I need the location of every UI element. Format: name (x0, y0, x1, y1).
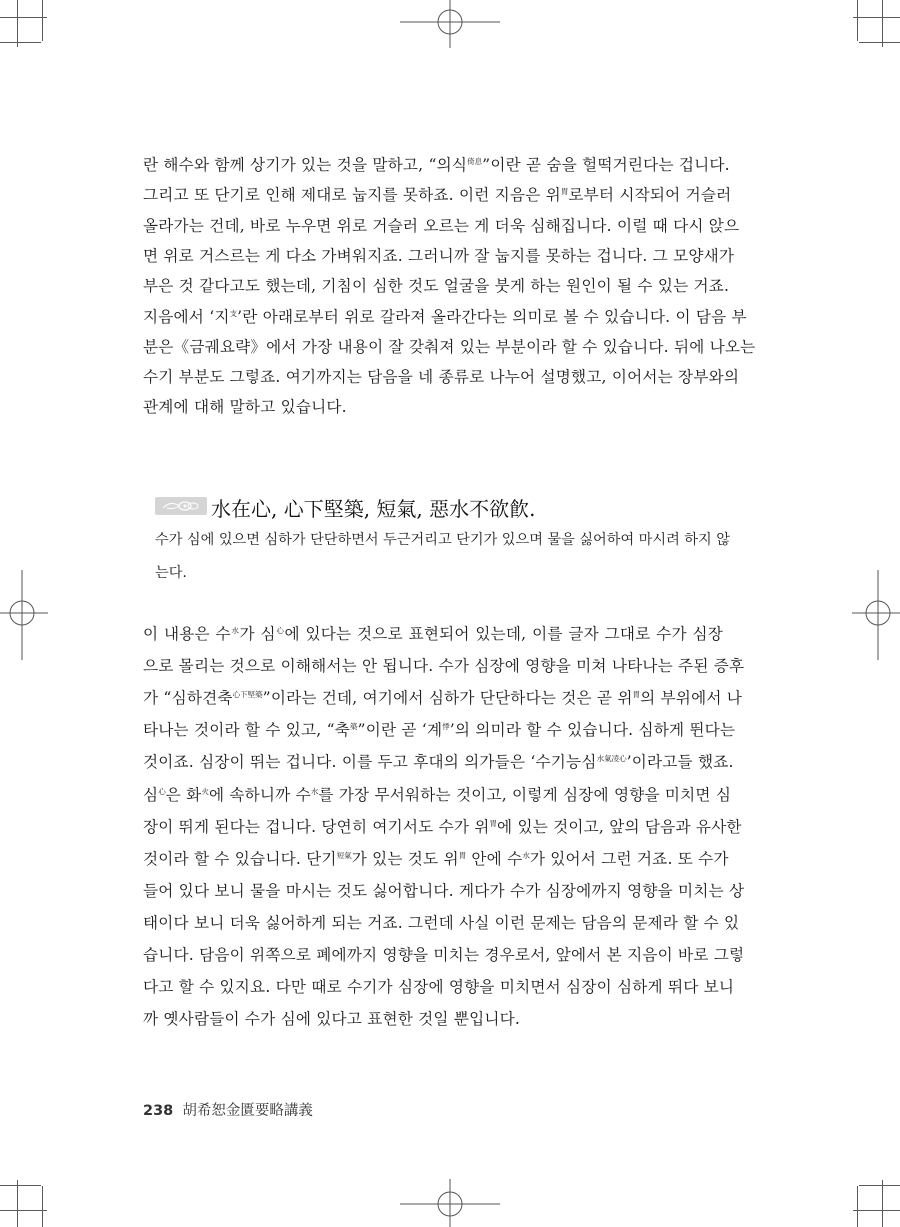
text-segment: 태이다 보니 더욱 싫어하게 되는 거죠. 그런데 사실 이런 문제는 담음의 문제라 할 수 있 (143, 913, 740, 932)
text-line (143, 750, 734, 772)
text-line (143, 395, 347, 417)
hanja-gloss: 胃 (489, 818, 498, 828)
text-segment: ’이라고들 했죠. (626, 753, 734, 772)
text-segment: 들어 있다 보니 물을 마시는 것도 싫어합니다. 게다가 수가 심장에까지 영향을 미치는 상 (143, 881, 745, 900)
text-line (143, 783, 732, 805)
hanja-gloss: 短氣 (336, 850, 352, 860)
text-line (143, 879, 745, 901)
hanja-gloss: 水 (522, 850, 530, 860)
text-segment: 에 속하니까 수 (208, 785, 311, 804)
text-line (143, 975, 735, 997)
text-segment: ’란 아래로부터 위로 갈라져 올라간다는 의미로 볼 수 있습니다. 이 담음 부 (237, 307, 747, 326)
crop-mark (853, 1210, 900, 1211)
text-line (143, 335, 756, 357)
text-segment: 장이 뛰게 된다는 겁니다. 당연히 여기서도 수가 위 (143, 817, 490, 836)
hanja-gloss: 火 (201, 786, 209, 796)
text-line (143, 1007, 520, 1029)
text-segment: 관계에 대해 말하고 있습니다. (143, 398, 347, 417)
crop-mark (882, 0, 883, 47)
hanja-gloss: 心 (275, 626, 285, 635)
book-title: 胡希恕金匱要略講義 (182, 1103, 313, 1119)
text-segment: 수기 부분도 그렇죠. 여기까지는 담음을 네 종류로 나누어 설명했고, 이어서는 장부와의 (143, 368, 740, 387)
text-line (143, 365, 740, 387)
hanja-gloss: 水 (310, 786, 319, 796)
text-segment: 심 (143, 785, 159, 804)
hanja-gloss: 水氣凌心 (596, 754, 627, 764)
text-segment: ”이란 곧 숨을 헐떡거린다는 겁니다. (482, 156, 730, 174)
crop-mark (853, 17, 900, 18)
hanja-gloss: 心下堅築 (232, 690, 263, 700)
page-number: 238 (143, 1103, 174, 1119)
crop-mark (0, 1185, 41, 1186)
crop-mark (859, 42, 900, 43)
text-segment: 으로 몰리는 것으로 이해해서는 안 됩니다. 수가 심장에 영향을 미쳐 나타나는 주된 증후 (143, 657, 745, 676)
text-segment: 안에 수 (466, 849, 523, 868)
text-line (143, 622, 723, 644)
text-segment: 이 내용은 수 (143, 625, 231, 643)
crop-mark (857, 0, 858, 41)
text-segment: 타나는 것이라 할 수 있고, “축 (143, 721, 351, 740)
text-segment: 습니다. 담음이 위쪽으로 폐에까지 영향을 미치는 경우로서, 앞에서 본 지음이 바로 그렇 (143, 946, 745, 964)
quote-header (155, 493, 755, 519)
flower-ornament-icon (157, 498, 205, 514)
registration-mark-bottom (400, 1177, 500, 1227)
text-segment: 란 해수와 함께 상기가 있는 것을 말하고, “의식 (143, 156, 468, 174)
hanja-gloss: 倚息 (467, 157, 483, 166)
text-segment: 것이라 할 수 있습니다. 단기 (143, 849, 337, 868)
registration-mark-top (400, 0, 500, 50)
text-segment: 다고 할 수 있지요. 다만 때로 수기가 심장에 영향을 미치면서 심장이 심하게 뛰다 보니 (143, 978, 735, 997)
text-segment: 에 있는 것이고, 앞의 담음과 유사한 (497, 817, 742, 836)
crop-mark (17, 1180, 18, 1227)
quote-translation-line: 는다. (155, 565, 187, 581)
hanja-gloss: 悸 (442, 722, 450, 732)
text-line (143, 718, 736, 740)
crop-mark (0, 42, 41, 43)
text-segment: ’의 의미라 할 수 있습니다. 심하게 뛴다는 (449, 721, 736, 740)
quote-translation-line: 수가 심에 있으면 심하가 단단하면서 두근거리고 단기가 있으며 물을 싫어하여 마시려 하지 않 (155, 532, 730, 548)
text-line (143, 911, 740, 933)
text-line (143, 183, 732, 205)
text-segment: 가 있는 것도 위 (351, 849, 459, 868)
registration-mark-right (852, 570, 900, 660)
text-line (143, 815, 742, 837)
text-line (143, 214, 740, 236)
text-segment: 의 부위에서 나 (640, 689, 743, 708)
crop-mark (0, 1210, 47, 1211)
page-footer (143, 1099, 313, 1120)
crop-mark (42, 1186, 43, 1227)
text-segment: 은 화 (165, 785, 202, 804)
crop-mark (859, 1185, 900, 1186)
quote-hanja: 水在心, 心下堅築, 短氣, 惡水不欲飮. (211, 497, 536, 521)
quote-badge (155, 497, 207, 515)
text-segment: 에 있다는 것으로 표현되어 있는데, 이를 글자 그대로 수가 심장 (284, 625, 723, 643)
text-segment: 올라가는 건데, 바로 누우면 위로 거슬러 오르는 게 더욱 심해집니다. 이럴 때 다시 앉으 (143, 216, 740, 235)
text-segment: ”이라는 건데, 여기에서 심하가 단단하다는 것은 곧 위 (262, 689, 633, 708)
text-segment: ”이란 곧 ‘계 (357, 721, 443, 740)
hanja-gloss: 支 (229, 308, 238, 318)
text-segment: 그리고 또 단기로 인해 제대로 눕지를 못하죠. 이런 지음은 위 (143, 186, 561, 205)
text-segment: 가 있어서 그런 거죠. 또 수가 (529, 849, 729, 868)
text-segment: 면 위로 거스르는 게 다소 가벼워지죠. 그러니까 잘 눕지를 못하는 겁니다. 그 모양새가 (143, 246, 735, 265)
text-segment: 까 옛사람들이 수가 심에 있다고 표현한 것일 뿐입니다. (143, 1010, 521, 1029)
text-segment: 분은《금궤요략》에서 가장 내용이 잘 갖춰져 있는 부분이라 할 수 있습니다. 뒤에 나오는 (143, 337, 756, 356)
crop-mark (882, 1180, 883, 1227)
text-segment: 가 심 (239, 625, 276, 643)
text-segment: 를 가장 무서워하는 것이고, 이렇게 심장에 영향을 미치면 심 (318, 785, 732, 804)
hanja-gloss: 胃 (458, 850, 467, 860)
text-line (143, 943, 745, 965)
crop-mark (0, 17, 47, 18)
text-line (143, 153, 730, 175)
text-line (143, 305, 747, 327)
registration-mark-left (0, 570, 48, 660)
crop-mark (42, 0, 43, 41)
text-line (143, 847, 729, 869)
text-segment: 지음에서 ‘지 (143, 307, 230, 326)
text-segment: 것이죠. 심장이 뛰는 겁니다. 이를 두고 후대의 의가들은 ‘수기능심 (143, 753, 597, 772)
crop-mark (857, 1186, 858, 1227)
text-line (143, 686, 743, 708)
text-segment: 가 “심하견축 (143, 689, 233, 708)
text-line (143, 244, 735, 266)
hanja-gloss: 胃 (632, 690, 641, 700)
hanja-gloss: 胃 (560, 187, 569, 197)
hanja-gloss: 築 (350, 722, 358, 732)
text-segment: 로부터 시작되어 거슬러 (568, 186, 732, 205)
hanja-gloss: 水 (230, 626, 240, 635)
text-line (143, 274, 730, 296)
hanja-gloss: 心 (158, 786, 166, 796)
crop-mark (17, 0, 18, 47)
text-line (143, 654, 745, 676)
text-segment: 부은 것 같다고도 했는데, 기침이 심한 것도 얼굴을 붓게 하는 원인이 될 수 있는 거죠. (143, 277, 730, 296)
